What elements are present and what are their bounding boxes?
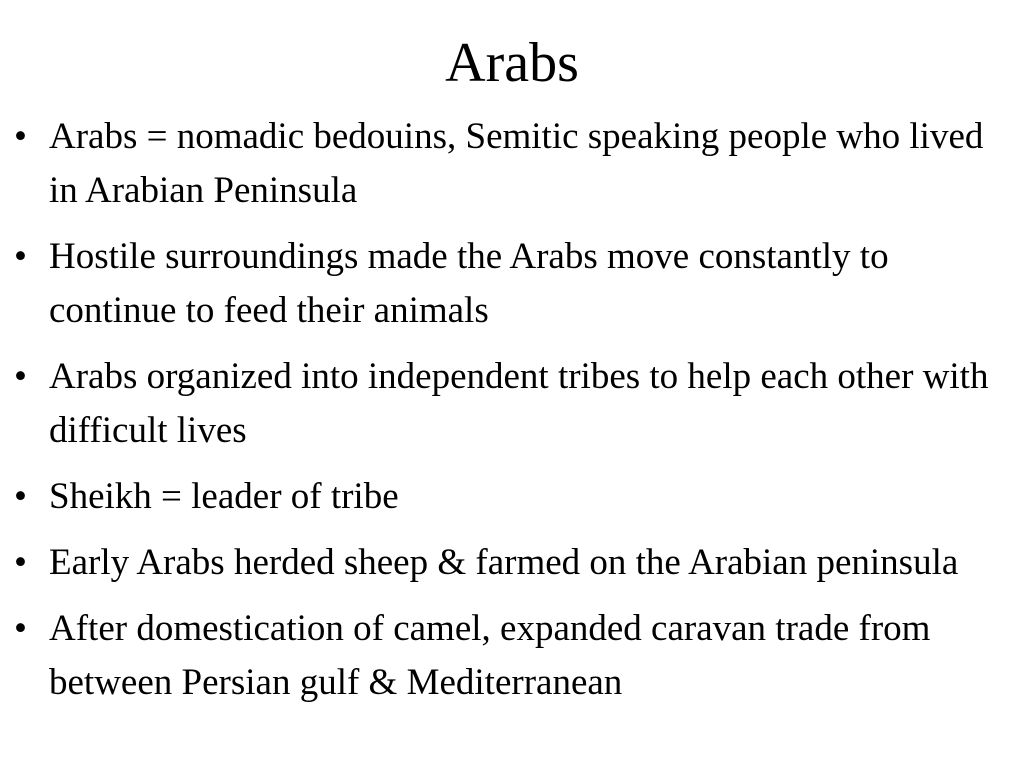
bullet-icon: • [14,116,27,157]
bullet-item [0,110,1024,218]
bullet-icon: • [14,356,27,397]
bullet-list [0,110,1024,722]
bullet-item [0,470,1024,524]
bullet-icon: • [14,476,27,517]
bullet-icon: • [14,608,27,649]
bullet-item [0,536,1024,590]
bullet-text: Sheikh = leader of tribe [49,476,399,517]
bullet-text: After domestication of camel, expanded caravan trade from between Persian gulf & Mediterranean [49,608,931,703]
bullet-icon: • [14,542,27,583]
bullet-text: Arabs = nomadic bedouins, Semitic speaking people who lived in Arabian Peninsula [49,116,984,211]
bullet-item [0,230,1024,338]
bullet-item [0,602,1024,710]
bullet-text: Early Arabs herded sheep & farmed on the Arabian peninsula [49,542,959,583]
slide-title: Arabs [445,32,579,94]
bullet-icon: • [14,236,27,277]
bullet-text: Hostile surroundings made the Arabs move constantly to continue to feed their animals [49,236,889,331]
bullet-item [0,350,1024,458]
bullet-text: Arabs organized into independent tribes to help each other with difficult lives [49,356,989,451]
